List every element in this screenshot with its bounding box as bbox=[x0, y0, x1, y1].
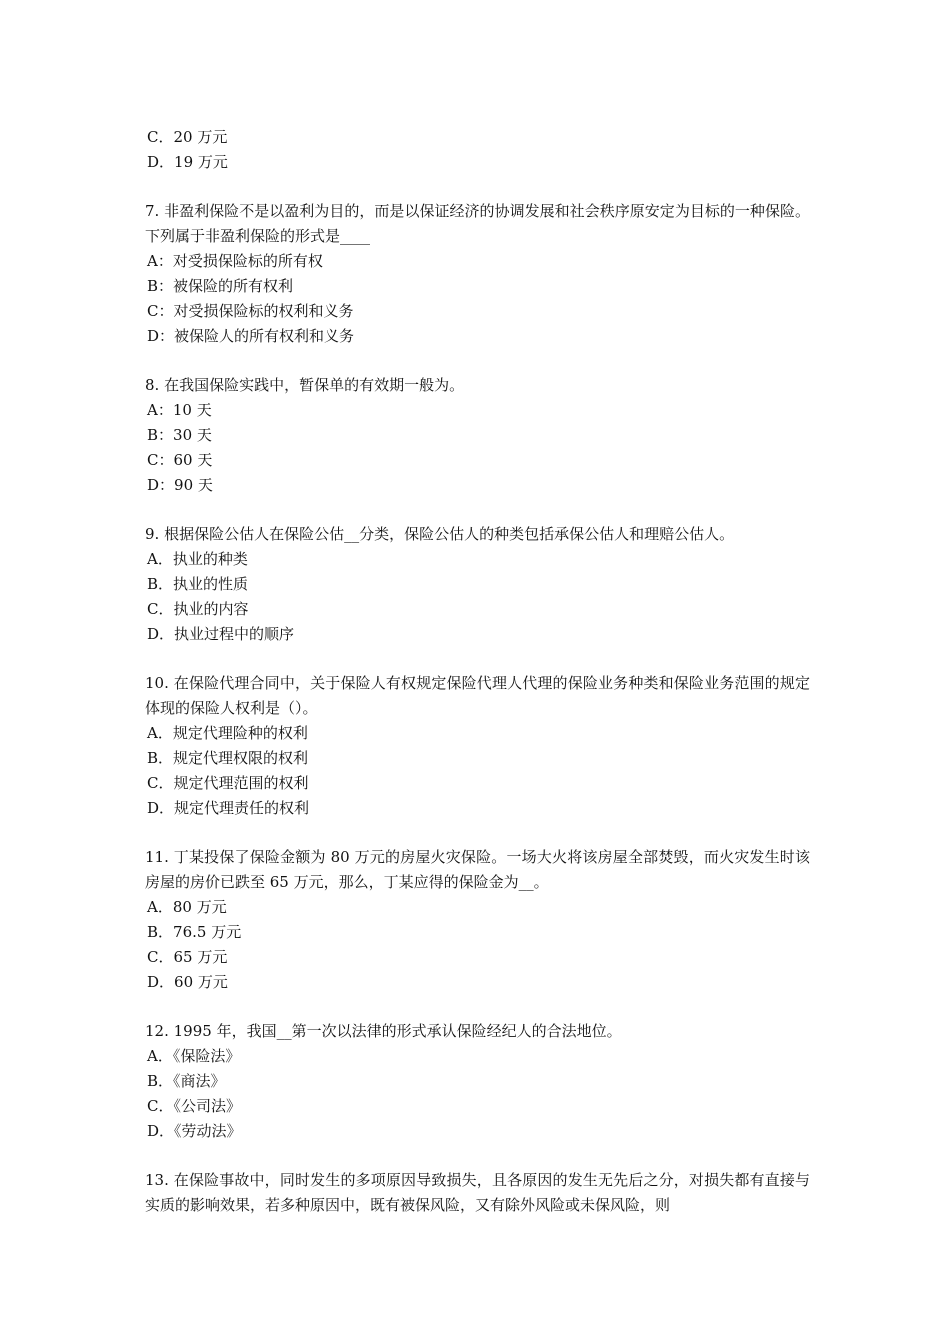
option-a: A．80 万元 bbox=[147, 898, 227, 916]
option-b: B．规定代理权限的权利 bbox=[147, 749, 309, 767]
question-stem: 12. 1995 年，我国__第一次以法律的形式承认保险经纪人的合法地位。 bbox=[145, 1022, 622, 1040]
option-b: B：30 天 bbox=[147, 426, 212, 444]
option-c: C：对受损保险标的权利和义务 bbox=[147, 302, 354, 320]
document-page bbox=[145, 125, 810, 1242]
option-c: C．规定代理范围的权利 bbox=[147, 774, 309, 792]
option-b: B．执业的性质 bbox=[147, 575, 249, 593]
question-stem: 8. 在我国保险实践中，暂保单的有效期一般为。 bbox=[145, 376, 465, 394]
option-c: C．20 万元 bbox=[147, 128, 228, 146]
option-b: B．76.5 万元 bbox=[147, 923, 242, 941]
option-b: B．《商法》 bbox=[147, 1072, 226, 1090]
previous-question-options bbox=[145, 125, 810, 175]
question-stem: 9. 根据保险公估人在保险公估__分类，保险公估人的种类包括承保公估人和理赔公估人。 bbox=[145, 525, 735, 543]
option-a: A：10 天 bbox=[147, 401, 212, 419]
option-d: D．规定代理责任的权利 bbox=[147, 799, 310, 817]
option-c: C．《公司法》 bbox=[147, 1097, 241, 1115]
question-stem: 13. 在保险事故中，同时发生的多项原因导致损失，且各原因的发生无先后之分，对损失都有直接与实质的影响效果，若多种原因中，既有被保风险，又有除外风险或未保风险，则 bbox=[145, 1171, 810, 1214]
option-d: D：90 天 bbox=[147, 476, 213, 494]
option-d: D．19 万元 bbox=[147, 153, 228, 171]
option-a: A．《保险法》 bbox=[147, 1047, 241, 1065]
option-a: A：对受损保险标的所有权 bbox=[147, 252, 323, 270]
option-c: C．执业的内容 bbox=[147, 600, 249, 618]
option-d: D．60 万元 bbox=[147, 973, 228, 991]
question-12 bbox=[145, 1019, 810, 1144]
option-d: D：被保险人的所有权利和义务 bbox=[147, 327, 355, 345]
option-d: D．执业过程中的顺序 bbox=[147, 625, 295, 643]
question-8 bbox=[145, 373, 810, 498]
question-10 bbox=[145, 671, 810, 821]
question-stem: 7. 非盈利保险不是以盈利为目的，而是以保证经济的协调发展和社会秩序原安定为目标的一种保险。下列属于非盈利保险的形式是____ bbox=[145, 202, 810, 245]
question-7 bbox=[145, 199, 810, 349]
option-c: C：60 天 bbox=[147, 451, 213, 469]
option-a: A．执业的种类 bbox=[147, 550, 248, 568]
option-b: B：被保险的所有权利 bbox=[147, 277, 294, 295]
question-13 bbox=[145, 1168, 810, 1218]
option-a: A．规定代理险种的权利 bbox=[147, 724, 308, 742]
option-c: C．65 万元 bbox=[147, 948, 228, 966]
question-11 bbox=[145, 845, 810, 995]
question-stem: 10. 在保险代理合同中，关于保险人有权规定保险代理人代理的保险业务种类和保险业务范围的规定体现的保险人权利是（）。 bbox=[145, 674, 810, 717]
question-stem: 11. 丁某投保了保险金额为 80 万元的房屋火灾保险。一场大火将该房屋全部焚毁，而火灾发生时该房屋的房价已跌至 65 万元，那么，丁某应得的保险金为__。 bbox=[145, 848, 810, 891]
question-9 bbox=[145, 522, 810, 647]
option-d: D．《劳动法》 bbox=[147, 1122, 242, 1140]
